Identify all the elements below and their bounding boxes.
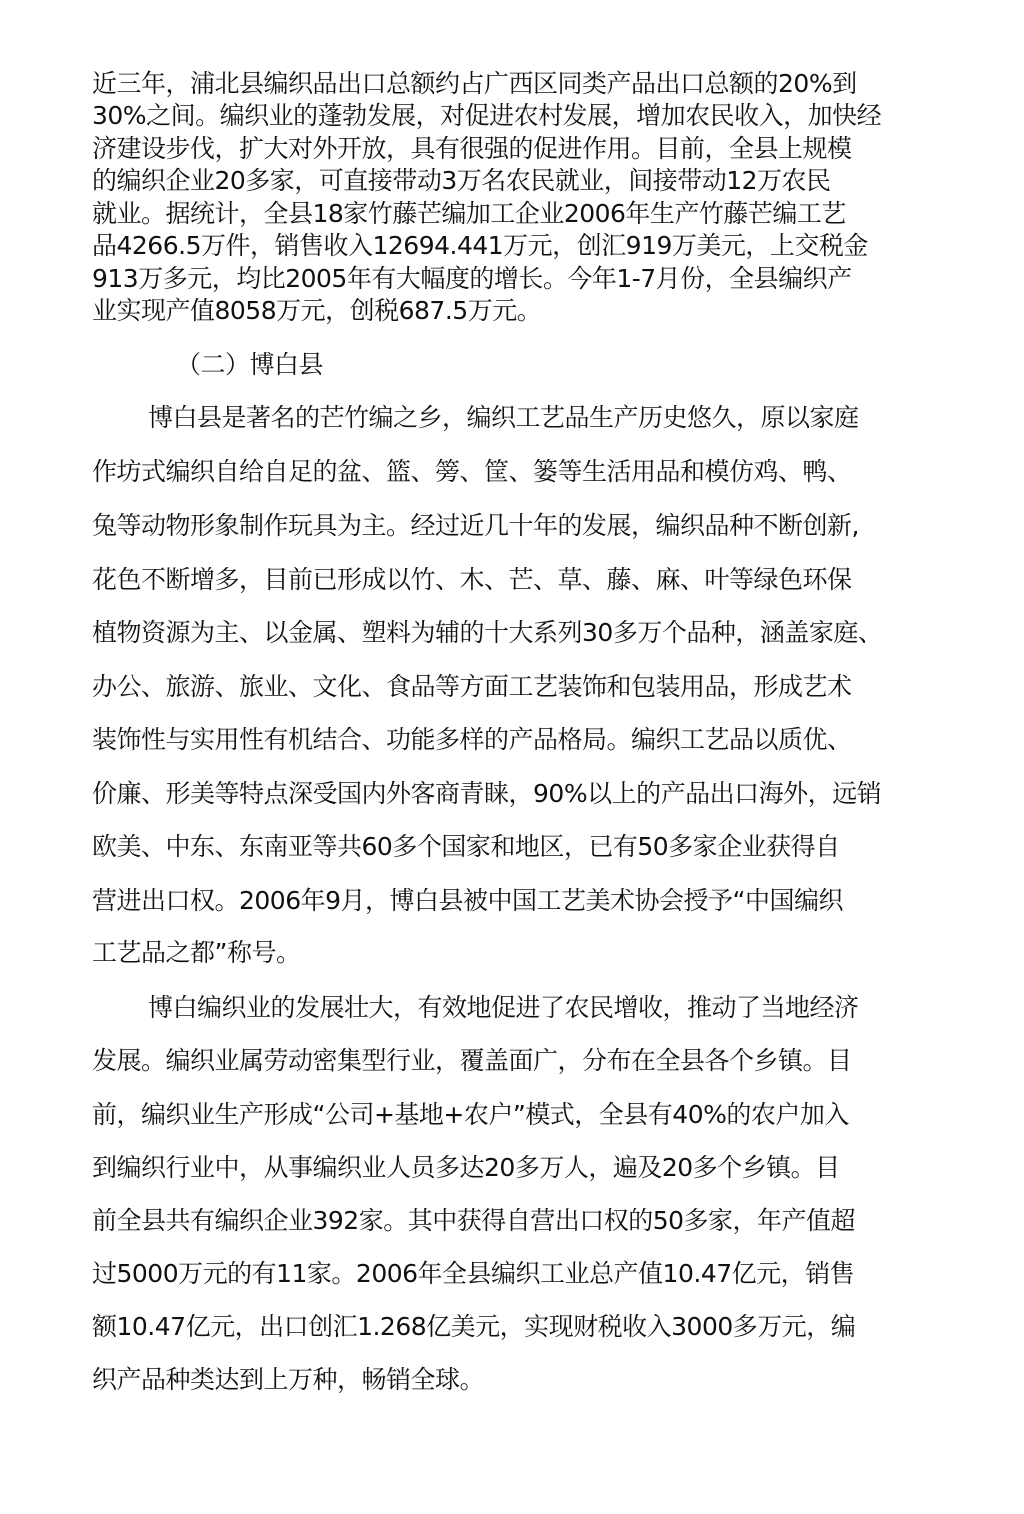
text-line: 织产品种类达到上万种，畅销全球。 xyxy=(92,1365,485,1394)
text-line: 植物资源为主、以金属、塑料为辅的十大系列30多万个品种，涵盖家庭、 xyxy=(92,618,883,647)
text-line: 品4266.5万件，销售收入12694.441万元，创汇919万美元，上交税金 xyxy=(92,231,868,260)
text-line: 额10.47亿元，出口创汇1.268亿美元，实现财税收入3000多万元，编 xyxy=(92,1312,856,1341)
text-line: 前全县共有编织企业392家。其中获得自营出口权的50多家，年产值超 xyxy=(92,1206,856,1235)
text-line: 30%之间。编织业的蓬勃发展，对促进农村发展，增加农民收入，加快经 xyxy=(92,101,882,130)
text-line: 到编织行业中，从事编织业人员多达20多万人，遍及20多个乡镇。目 xyxy=(92,1153,840,1182)
text-line: 花色不断增多，目前已形成以竹、木、芒、草、藤、麻、叶等绿色环保 xyxy=(92,565,852,594)
text-line: 博白县是著名的芒竹编之乡，编织工艺品生产历史悠久，原以家庭 xyxy=(148,403,859,432)
text-line: 办公、旅游、旅业、文化、食品等方面工艺装饰和包装用品，形成艺术 xyxy=(92,672,852,701)
text-line: 作坊式编织自给自足的盆、篮、篣、筐、篓等生活用品和模仿鸡、鸭、 xyxy=(92,457,852,486)
section-heading: （二）博白县 xyxy=(176,350,324,379)
text-line: 兔等动物形象制作玩具为主。经过近几十年的发展，编织品种不断创新, xyxy=(92,511,859,540)
text-line: 业实现产值8058万元，创税687.5万元。 xyxy=(92,296,542,325)
text-line: 欧美、中东、东南亚等共60多个国家和地区，已有50多家企业获得自 xyxy=(92,832,840,861)
text-line: 过5000万元的有11家。2006年全县编织工业总产值10.47亿元，销售 xyxy=(92,1259,855,1288)
text-line: 前，编织业生产形成“公司+基地+农户”模式，全县有40%的农户加入 xyxy=(92,1100,849,1129)
text-line: 发展。编织业属劳动密集型行业，覆盖面广，分布在全县各个乡镇。目 xyxy=(92,1046,852,1075)
text-line: 价廉、形美等特点深受国内外客商青睐，90%以上的产品出口海外，远销 xyxy=(92,779,882,808)
text-line: 近三年，浦北县编织品出口总额约占广西区同类产品出口总额的20%到 xyxy=(92,69,857,98)
text-line: 913万多元，均比2005年有大幅度的增长。今年1-7月份，全县编织产 xyxy=(92,264,852,293)
text-line: 的编织企业20多家，可直接带动3万名农民就业，间接带动12万农民 xyxy=(92,166,831,195)
text-line: 装饰性与实用性有机结合、功能多样的产品格局。编织工艺品以质优、 xyxy=(92,725,852,754)
text-line: 营进出口权。2006年9月，博白县被中国工艺美术协会授予“中国编织 xyxy=(92,886,843,915)
text-line: 济建设步伐，扩大对外开放，具有很强的促进作用。目前，全县上规模 xyxy=(92,134,852,163)
text-line: 就业。据统计，全县18家竹藤芒编加工企业2006年生产竹藤芒编工艺 xyxy=(92,199,846,228)
text-line: 博白编织业的发展壮大，有效地促进了农民增收，推动了当地经济 xyxy=(148,993,859,1022)
text-line: 工艺品之都”称号。 xyxy=(92,938,301,967)
